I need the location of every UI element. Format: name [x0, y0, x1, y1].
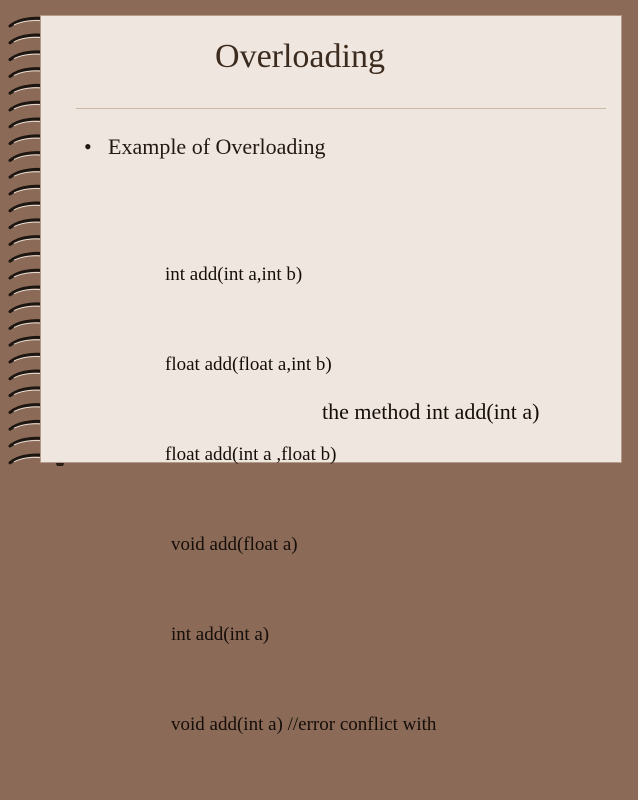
bullet-glyph: •	[84, 134, 92, 159]
code-line-6: void add(int a) //error conflict with	[171, 714, 437, 735]
code-line-1: int add(int a,int b)	[165, 264, 303, 285]
code-line-5: int add(int a)	[171, 624, 270, 645]
bullet-item	[84, 134, 326, 160]
slide-title: Overloading	[215, 38, 385, 75]
title-divider	[76, 108, 606, 109]
code-continuation: the method int add(int a)	[322, 399, 540, 424]
code-block	[165, 200, 540, 800]
code-line-3: float add(int a ,float b)	[165, 444, 337, 465]
code-line-4: void add(float a)	[171, 534, 298, 555]
bullet-text: Example of Overloading	[108, 134, 326, 159]
code-line-2: float add(float a,int b)	[165, 354, 332, 375]
